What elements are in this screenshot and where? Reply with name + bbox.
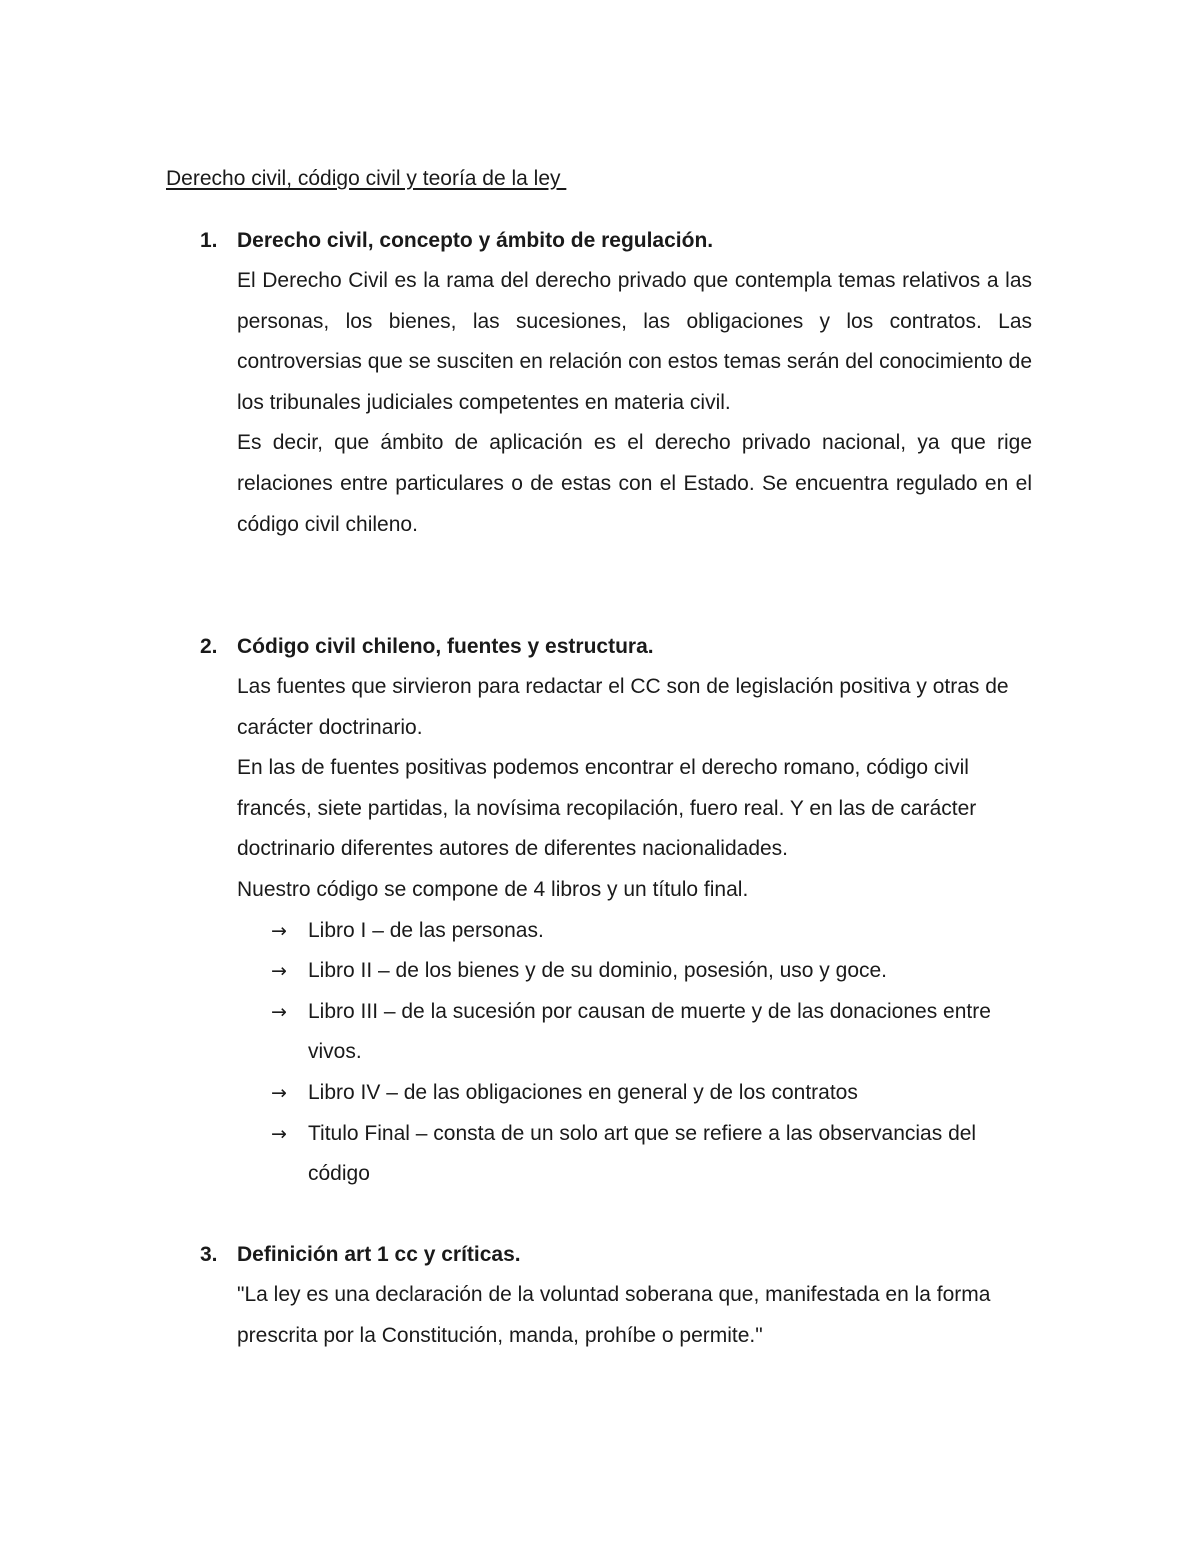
list-item: [237, 992, 1032, 1073]
arrow-right-icon: →: [271, 1081, 287, 1104]
arrow-right-icon: →: [271, 1000, 287, 1023]
section-derecho-civil: [166, 221, 1032, 545]
list-item-text: Libro IV – de las obligaciones en general y de los contratos: [308, 1080, 858, 1104]
section-body: [237, 1275, 1032, 1356]
section-number: 3.: [200, 1243, 218, 1266]
section-definicion-art-1: [166, 1235, 1032, 1356]
list-item-text: Titulo Final – consta de un solo art que se refiere a las observancias del código: [308, 1121, 977, 1186]
arrow-right-icon: →: [271, 919, 287, 942]
section-heading-text: Código civil chileno, fuentes y estructura.: [237, 635, 654, 658]
section-body: [237, 261, 1032, 545]
paragraph: El Derecho Civil es la rama del derecho privado que contempla temas relativos a las personas, los bienes, las sucesiones, las obligaciones y los contratos. Las controversias que se susciten en relación con estos temas serán del conocimiento de los tribunales judiciales competentes en materia civil.: [237, 269, 1032, 414]
paragraph: Es decir, que ámbito de aplicación es el derecho privado nacional, ya que rige relaciones entre particulares o de estas con el Estado. Se encuentra regulado en el código civil chileno.: [237, 431, 1032, 536]
list-item: [237, 951, 1032, 992]
paragraph: Las fuentes que sirvieron para redactar el CC son de legislación positiva y otras de carácter doctrinario.: [237, 675, 1009, 739]
list-item-text: Libro I – de las personas.: [308, 918, 544, 942]
section-number: 1.: [200, 229, 218, 252]
section-codigo-civil: [166, 627, 1032, 1195]
list-item: [237, 1073, 1032, 1114]
section-heading-text: Definición art 1 cc y críticas.: [237, 1243, 521, 1266]
list-item: [237, 911, 1032, 952]
section-number: 2.: [200, 635, 218, 658]
document-title: Derecho civil, código civil y teoría de la ley: [166, 167, 567, 190]
list-item: [237, 1114, 1032, 1195]
book-list: [237, 911, 1032, 1195]
section-heading-text: Derecho civil, concepto y ámbito de regulación.: [237, 229, 714, 252]
paragraph: Nuestro código se compone de 4 libros y un título final.: [237, 877, 749, 901]
paragraph: En las de fuentes positivas podemos encontrar el derecho romano, código civil francés, siete partidas, la novísima recopilación, fuero real. Y en las de carácter doctrinario diferentes autores de diferentes nacionalidades.: [237, 756, 977, 861]
section-heading: [166, 627, 1032, 667]
list-item-text: Libro II – de los bienes y de su dominio, posesión, uso y goce.: [308, 959, 888, 983]
arrow-right-icon: →: [271, 1122, 287, 1145]
arrow-right-icon: →: [271, 960, 287, 983]
section-heading: [166, 221, 1032, 261]
section-heading: [166, 1235, 1032, 1275]
paragraph-quote: "La ley es una declaración de la voluntad soberana que, manifestada en la forma prescrita por la Constitución, manda, prohíbe o permite.": [237, 1283, 991, 1347]
list-item-text: Libro III – de la sucesión por causan de muerte y de las donaciones entre vivos.: [308, 999, 991, 1064]
section-body: [237, 667, 1032, 1195]
